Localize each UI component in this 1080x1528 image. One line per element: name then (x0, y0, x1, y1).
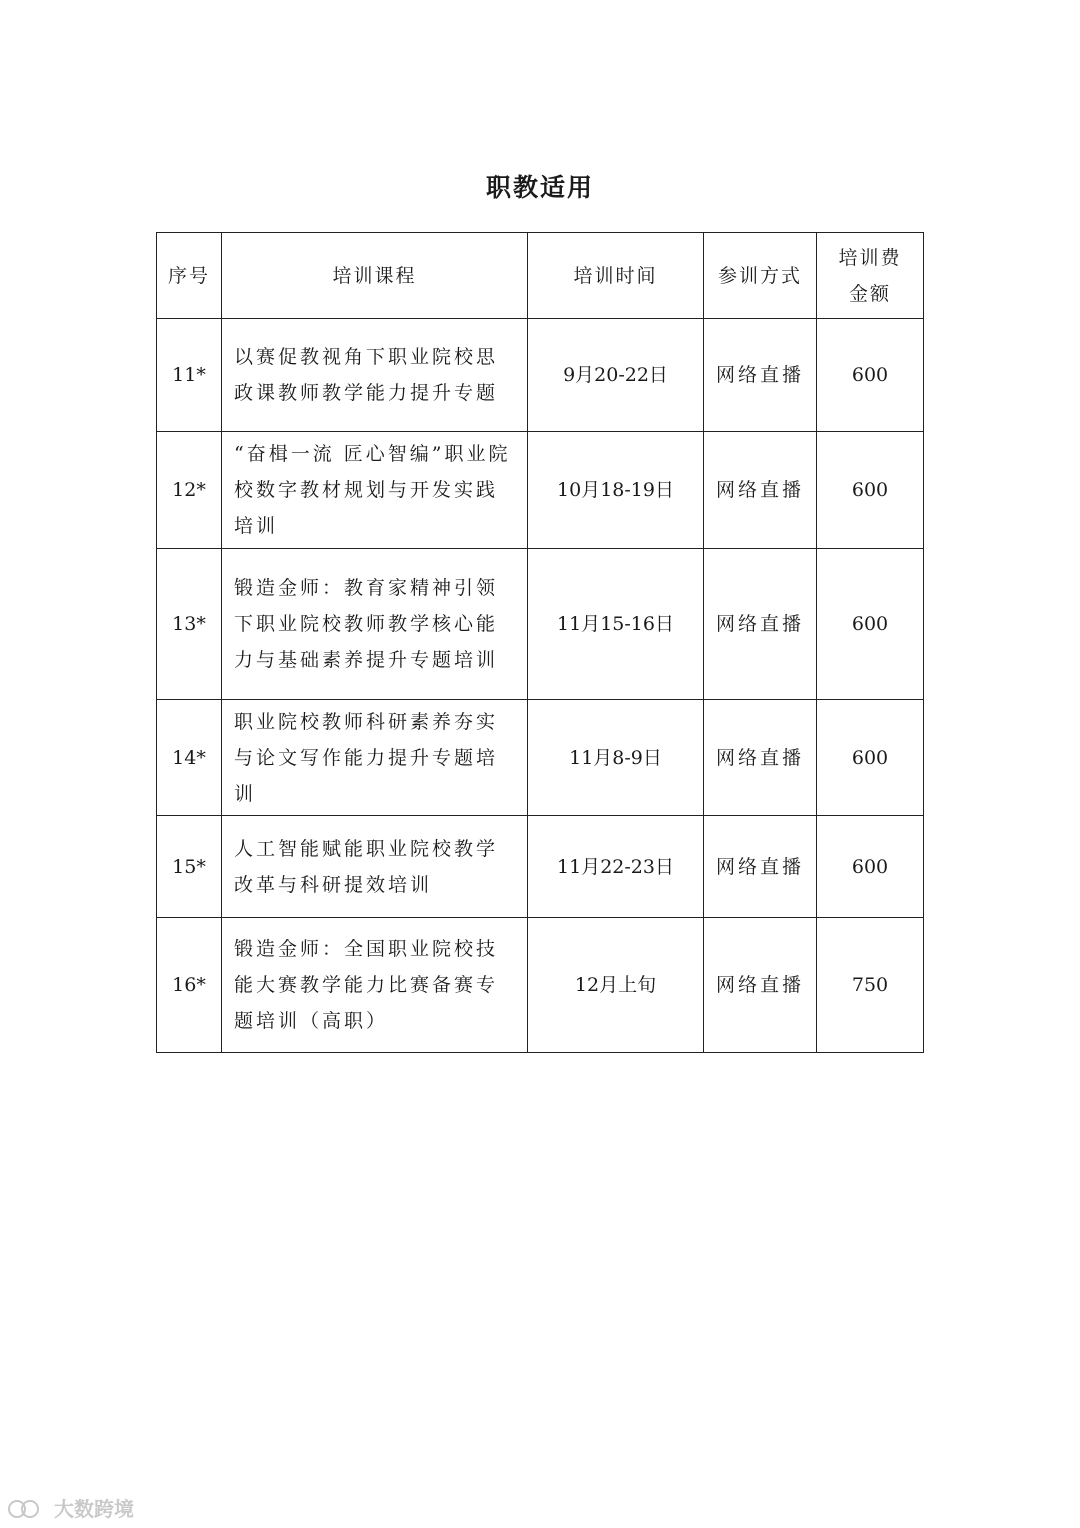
row-no: 13* (157, 549, 222, 700)
header-mode: 参训方式 (704, 233, 817, 319)
row-fee: 750 (817, 918, 924, 1053)
row-time: 9月20-22日 (528, 319, 704, 432)
row-course: 以赛促教视角下职业院校思政课教师教学能力提升专题 (222, 319, 528, 432)
watermark-text: 大数跨境 (54, 1497, 134, 1521)
row-course: “奋楫一流 匠心智编”职业院校数字教材规划与开发实践培训 (222, 432, 528, 549)
watermark (8, 1493, 134, 1522)
header-fee (817, 233, 924, 319)
row-mode: 网络直播 (704, 918, 817, 1053)
row-no: 14* (157, 700, 222, 816)
row-no: 16* (157, 918, 222, 1053)
table-row (157, 816, 924, 918)
row-time: 10月18-19日 (528, 432, 704, 549)
row-time: 12月上旬 (528, 918, 704, 1053)
row-time: 11月15-16日 (528, 549, 704, 700)
header-fee-line1: 培训费 (838, 246, 902, 269)
row-course: 锻造金师：全国职业院校技能大赛教学能力比赛备赛专题培训（高职） (222, 918, 528, 1053)
row-no: 12* (157, 432, 222, 549)
row-mode: 网络直播 (704, 549, 817, 700)
header-fee-line2: 金额 (848, 282, 891, 305)
row-course: 职业院校教师科研素养夯实与论文写作能力提升专题培训 (222, 700, 528, 816)
row-no: 11* (157, 319, 222, 432)
row-mode: 网络直播 (704, 816, 817, 918)
row-fee: 600 (817, 549, 924, 700)
row-mode: 网络直播 (704, 319, 817, 432)
row-fee: 600 (817, 700, 924, 816)
row-course: 人工智能赋能职业院校教学改革与科研提效培训 (222, 816, 528, 918)
row-course: 锻造金师：教育家精神引领下职业院校教师教学核心能力与基础素养提升专题培训 (222, 549, 528, 700)
table-row (157, 549, 924, 700)
row-fee: 600 (817, 319, 924, 432)
double-circle-logo-icon (8, 1497, 50, 1519)
table-row (157, 918, 924, 1053)
row-time: 11月8-9日 (528, 700, 704, 816)
row-no: 15* (157, 816, 222, 918)
row-time: 11月22-23日 (528, 816, 704, 918)
row-mode: 网络直播 (704, 700, 817, 816)
table-row (157, 432, 924, 549)
header-no: 序号 (157, 233, 222, 319)
header-time: 培训时间 (528, 233, 704, 319)
header-course: 培训课程 (222, 233, 528, 319)
table-row (157, 700, 924, 816)
row-fee: 600 (817, 816, 924, 918)
table-header-row (157, 233, 924, 319)
row-mode: 网络直播 (704, 432, 817, 549)
page-title: 职教适用 (485, 173, 594, 202)
row-fee: 600 (817, 432, 924, 549)
table-row (157, 319, 924, 432)
course-table (156, 232, 924, 1053)
